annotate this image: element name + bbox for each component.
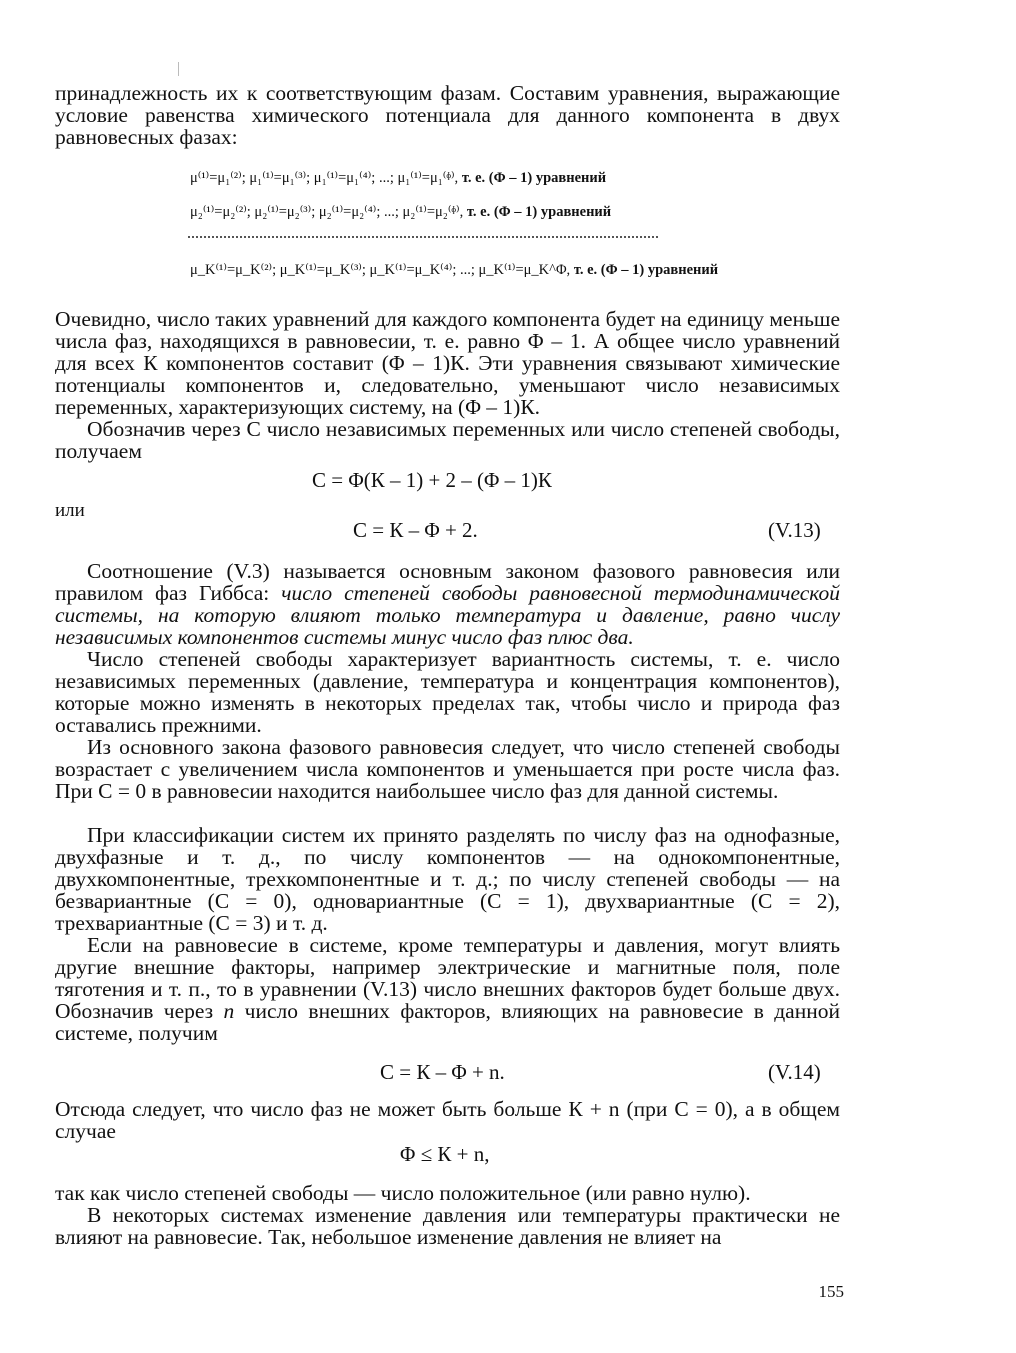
equation-3-tail: т. е. (Φ – 1) уравнений <box>573 262 719 278</box>
classify-text: При классификации систем их принято разделять по числу фаз на однофазные, двухфазные и т. д., по числу компонентов — на однокомпонентные, двухкомпонентные, трехкомпонентные и т. д.; по числу степеней свободы — на безвариантные (С = 0), одновариантные (С = 1), двухвариантные (С = 2), трехвариантные (С = 3) и т. д. <box>55 823 840 935</box>
paragraph-degrees <box>55 648 840 736</box>
equation-1: μ⁽¹⁾=μ₁⁽²⁾; μ₁⁽¹⁾=μ₁⁽³⁾; μ₁⁽¹⁾=μ₁⁽⁴⁾; ...; μ₁⁽¹⁾=μ₁⁽ᶲ⁾, <box>190 170 459 186</box>
equation-line-2 <box>190 204 611 221</box>
intro-text: принадлежность их к соответствующим фазам. Составим уравнения, выражающие условие равенства химического потенциала для данного компонента в двух равновесных фазах: <box>55 81 840 149</box>
degrees-text: Число степеней свободы характеризует вариантность системы, т. е. число независимых переменных (давление, температура и концентрация компонентов), которые можно изменять в некоторых пределах так, чтобы число и природа фаз оставались прежними. <box>55 647 840 737</box>
equation-2-tail: т. е. (Φ – 1) уравнений <box>466 204 612 220</box>
word-or: или <box>55 500 85 521</box>
paragraph-denote <box>55 418 840 462</box>
paragraph-law <box>55 736 840 802</box>
paragraph-some <box>55 1204 840 1248</box>
denote-text: Обозначив через С число независимых переменных или число степеней свободы, получаем <box>55 417 840 463</box>
equation-1-tail: т. е. (Φ – 1) уравнений <box>461 170 607 186</box>
formula-2: С = К – Φ + 2. <box>353 518 478 542</box>
external-end: число внешних факторов, влияющих на равновесие в данной системе, получим <box>55 999 840 1045</box>
equation-number-2: (V.14) <box>768 1060 821 1084</box>
paragraph-since <box>55 1182 840 1204</box>
equation-line-3 <box>190 262 718 279</box>
equation-3: μ_K⁽¹⁾=μ_K⁽²⁾; μ_K⁽¹⁾=μ_K⁽³⁾; μ_K⁽¹⁾=μ_K⁽⁴⁾; ...; μ_K⁽¹⁾=μ_K^Φ, <box>190 262 571 278</box>
equation-number-1: (V.13) <box>768 518 821 542</box>
some-text: В некоторых системах изменение давления или температуры практически не влияют на равновесие. Так, небольшое изменение давления не влияет на <box>55 1203 840 1249</box>
paragraph-hence <box>55 1098 840 1142</box>
formula-1: С = Φ(К – 1) + 2 – (Φ – 1)К <box>312 468 552 492</box>
obviously-text: Очевидно, число таких уравнений для каждого компонента будет на единицу меньше числа фаз, находящихся в равновесии, т. е. равно Φ – 1. А общее число уравнений для всех К компонентов составит (Φ – 1)К. Эти уравнения связывают химические потенциалы компонентов и, следовательно, уменьшают число независимых переменных, характеризующих систему, на (Φ – 1)К. <box>55 307 840 419</box>
relation-text <box>55 560 840 648</box>
page-number: 155 <box>818 1282 844 1301</box>
law-text: Из основного закона фазового равновесия следует, что число степеней свободы возрастает с увеличением числа компонентов и уменьшается при росте числа фаз. При С = 0 в равновесии находится наибольшее число фаз для данной системы. <box>55 735 840 803</box>
formula-4: Φ ≤ К + n, <box>400 1142 490 1166</box>
intro-paragraph <box>55 82 840 148</box>
equation-2: μ₂⁽¹⁾=μ₂⁽²⁾; μ₂⁽¹⁾=μ₂⁽³⁾; μ₂⁽¹⁾=μ₂⁽⁴⁾; ...; μ₂⁽¹⁾=μ₂⁽ᶲ⁾, <box>190 204 464 220</box>
formula-3: С = К – Φ + n. <box>380 1060 505 1084</box>
scan-mark <box>178 62 179 76</box>
paragraph-obviously <box>55 308 840 418</box>
paragraph-classify <box>55 824 840 934</box>
since-text: так как число степеней свободы — число положительное (или равно нулю). <box>55 1181 751 1205</box>
hence-text: Отсюда следует, что число фаз не может быть больше К + n (при С = 0), а в общем случае <box>55 1097 840 1143</box>
variable-n: n <box>223 999 235 1023</box>
external-start: Если на равновесие в системе, кроме температуры и давления, могут влиять другие внешние факторы, например электрические и магнитные поля, поле тяготения и т. п., то в уравнении (V.13) число внешних факторов будет больше двух. Обозначив через <box>55 933 840 1023</box>
paragraph-external <box>55 934 840 1044</box>
dotted-separator <box>188 236 658 238</box>
relation-start: Соотношение (V.3) называется основным законом фазового равновесия или правилом фаз Гиббса: <box>55 559 840 605</box>
paragraph-relation <box>55 560 840 648</box>
gibbs-rule-italic: число степеней свободы равновесной термодинамической системы, на которую влияют только температура и давление, равно числу независимых компонентов системы минус число фаз плюс два. <box>55 581 840 649</box>
equation-line-1 <box>190 170 606 187</box>
external-text <box>55 934 840 1044</box>
